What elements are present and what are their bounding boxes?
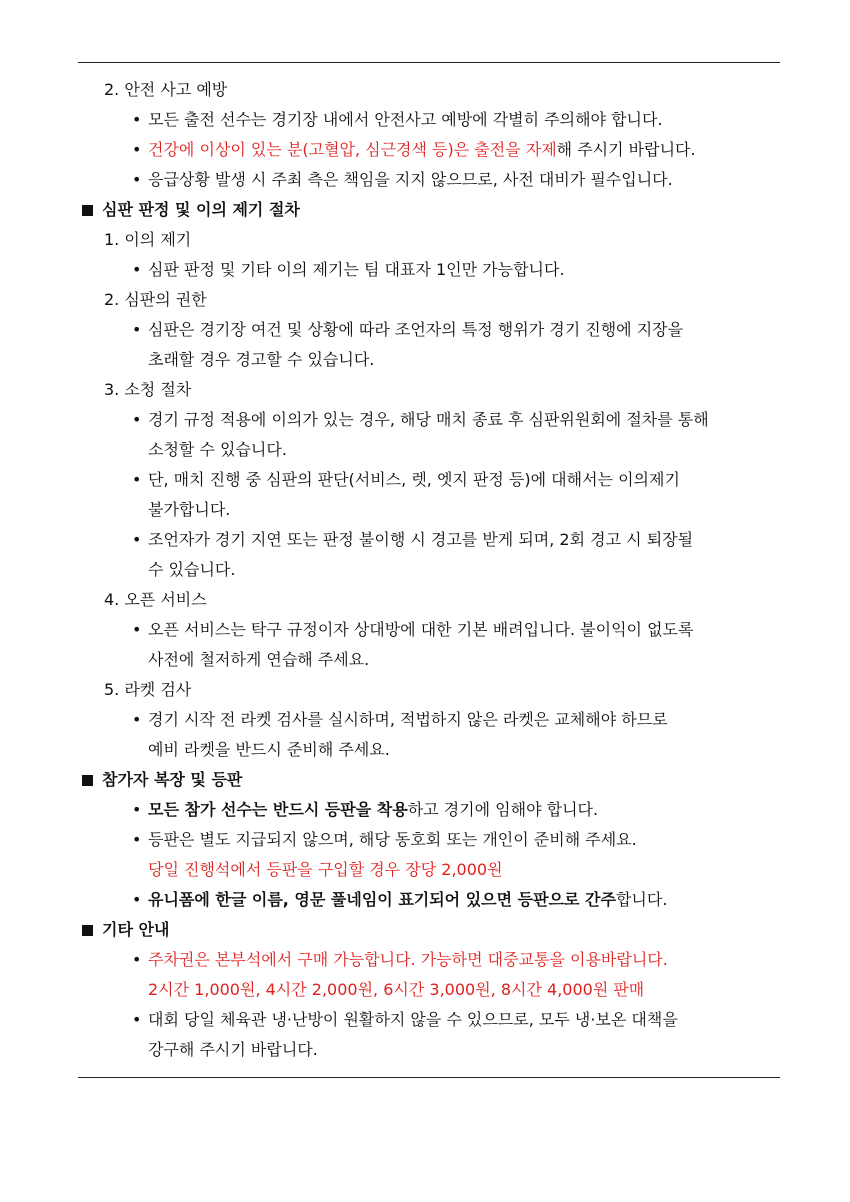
judge-item-3-bullet-1-line-1: 경기 규정 적용에 이의가 있는 경우, 해당 매치 종료 후 심판위원회에 절차를 통해: [148, 410, 709, 429]
judge-item-2-bullet-line-2: 초래할 경우 경고할 수 있습니다.: [148, 350, 375, 369]
square-bullet-icon: [82, 925, 93, 936]
attire-bullet-2-price-note: 당일 진행석에서 등판을 구입할 경우 장당 2,000원: [148, 860, 503, 879]
list-item: [132, 950, 668, 970]
judge-item-1-title: 1. 이의 제기: [104, 230, 192, 249]
bullet: •: [132, 950, 142, 969]
bullet: •: [132, 470, 142, 489]
bullet: •: [132, 620, 142, 639]
bullet: •: [132, 800, 142, 819]
section-heading-other: [82, 920, 169, 940]
judge-item-3-bullet-1-line-2: 소청할 수 있습니다.: [148, 440, 287, 459]
list-item: [132, 140, 696, 160]
judge-item-2-title: 2. 심판의 권한: [104, 290, 207, 309]
bullet: •: [132, 110, 142, 129]
bullet: •: [132, 140, 142, 159]
safety-bullet-1: 모든 출전 선수는 경기장 내에서 안전사고 예방에 각별히 주의해야 합니다.: [148, 110, 663, 129]
list-item: [132, 320, 683, 340]
section-heading-text: 기타 안내: [102, 920, 170, 939]
attire-bullet-1-bold: 모든 참가 선수는 반드시 등판을 착용: [148, 800, 408, 819]
attire-bullet-2: 등판은 별도 지급되지 않으며, 해당 동호회 또는 개인이 준비해 주세요.: [148, 830, 637, 849]
bottom-rule: [78, 1077, 780, 1078]
list-item: [132, 410, 709, 430]
square-bullet-icon: [82, 205, 93, 216]
other-bullet-2-line-2: 강구해 주시기 바랍니다.: [148, 1040, 318, 1059]
bullet: •: [132, 710, 142, 729]
safety-bullet-2-rest: 해 주시기 바랍니다.: [556, 140, 696, 159]
list-item: [132, 710, 668, 730]
judge-item-4-bullet-line-2: 사전에 철저하게 연습해 주세요.: [148, 650, 370, 669]
list-item: [132, 800, 598, 820]
section-heading-judge: [82, 200, 300, 220]
judge-item-5-bullet-line-2: 예비 라켓을 반드시 준비해 주세요.: [148, 740, 390, 759]
top-rule: [78, 62, 780, 63]
judge-item-1-bullet: 심판 판정 및 기타 이의 제기는 팀 대표자 1인만 가능합니다.: [148, 260, 565, 279]
bullet: •: [132, 170, 142, 189]
other-bullet-2-line-1: 대회 당일 체육관 냉·난방이 원활하지 않을 수 있으므로, 모두 냉·보온 대책을: [148, 1010, 678, 1029]
attire-bullet-1-rest: 하고 경기에 임해야 합니다.: [407, 800, 599, 819]
other-bullet-1-line-1: 주차권은 본부석에서 구매 가능합니다. 가능하면 대중교통을 이용바랍니다.: [148, 950, 668, 969]
square-bullet-icon: [82, 775, 93, 786]
judge-item-3-bullet-3-line-1: 조언자가 경기 지연 또는 판정 불이행 시 경고를 받게 되며, 2회 경고 시 퇴장될: [148, 530, 694, 549]
bullet: •: [132, 830, 142, 849]
list-item: [132, 620, 693, 640]
bullet: •: [132, 320, 142, 339]
judge-item-5-title: 5. 라켓 검사: [104, 680, 192, 699]
list-item: [132, 530, 693, 550]
judge-item-3-bullet-2-line-1: 단, 매치 진행 중 심판의 판단(서비스, 렛, 엣지 판정 등)에 대해서는 이의제기: [148, 470, 680, 489]
section-heading-text: 심판 판정 및 이의 제기 절차: [102, 200, 300, 219]
bullet: •: [132, 530, 142, 549]
safety-bullet-3: 응급상황 발생 시 주최 측은 책임을 지지 않으므로, 사전 대비가 필수입니다.: [148, 170, 673, 189]
bullet: •: [132, 1010, 142, 1029]
bullet: •: [132, 410, 142, 429]
safety-bullet-2-highlight: 건강에 이상이 있는 분(고혈압, 심근경색 등)은 출전을 자제: [148, 140, 557, 159]
section-heading-attire: [82, 770, 242, 790]
bullet: •: [132, 260, 142, 279]
section-heading-text: 참가자 복장 및 등판: [102, 770, 243, 789]
judge-item-3-bullet-3-line-2: 수 있습니다.: [148, 560, 236, 579]
list-item: [132, 170, 673, 190]
judge-item-2-bullet-line-1: 심판은 경기장 여건 및 상황에 따라 조언자의 특정 행위가 경기 진행에 지장을: [148, 320, 684, 339]
list-item: [132, 110, 663, 130]
list-item: [132, 260, 565, 280]
list-item: [132, 1010, 678, 1030]
other-bullet-1-line-2: 2시간 1,000원, 4시간 2,000원, 6시간 3,000원, 8시간 4,000원 판매: [148, 980, 645, 999]
judge-item-4-bullet-line-1: 오픈 서비스는 탁구 규정이자 상대방에 대한 기본 배려입니다. 불이익이 없도록: [148, 620, 694, 639]
list-item: [132, 470, 680, 490]
list-item: [132, 890, 667, 910]
attire-bullet-3-bold: 유니폼에 한글 이름, 영문 풀네임이 표기되어 있으면 등판으로 간주: [148, 890, 616, 909]
judge-item-5-bullet-line-1: 경기 시작 전 라켓 검사를 실시하며, 적법하지 않은 라켓은 교체해야 하므로: [148, 710, 668, 729]
judge-item-4-title: 4. 오픈 서비스: [104, 590, 207, 609]
attire-bullet-3-rest: 합니다.: [615, 890, 668, 909]
safety-item-title: 2. 안전 사고 예방: [104, 80, 228, 99]
judge-item-3-title: 3. 소청 절차: [104, 380, 192, 399]
judge-item-3-bullet-2-line-2: 불가합니다.: [148, 500, 231, 519]
bullet: •: [132, 890, 142, 909]
list-item: [132, 830, 637, 850]
